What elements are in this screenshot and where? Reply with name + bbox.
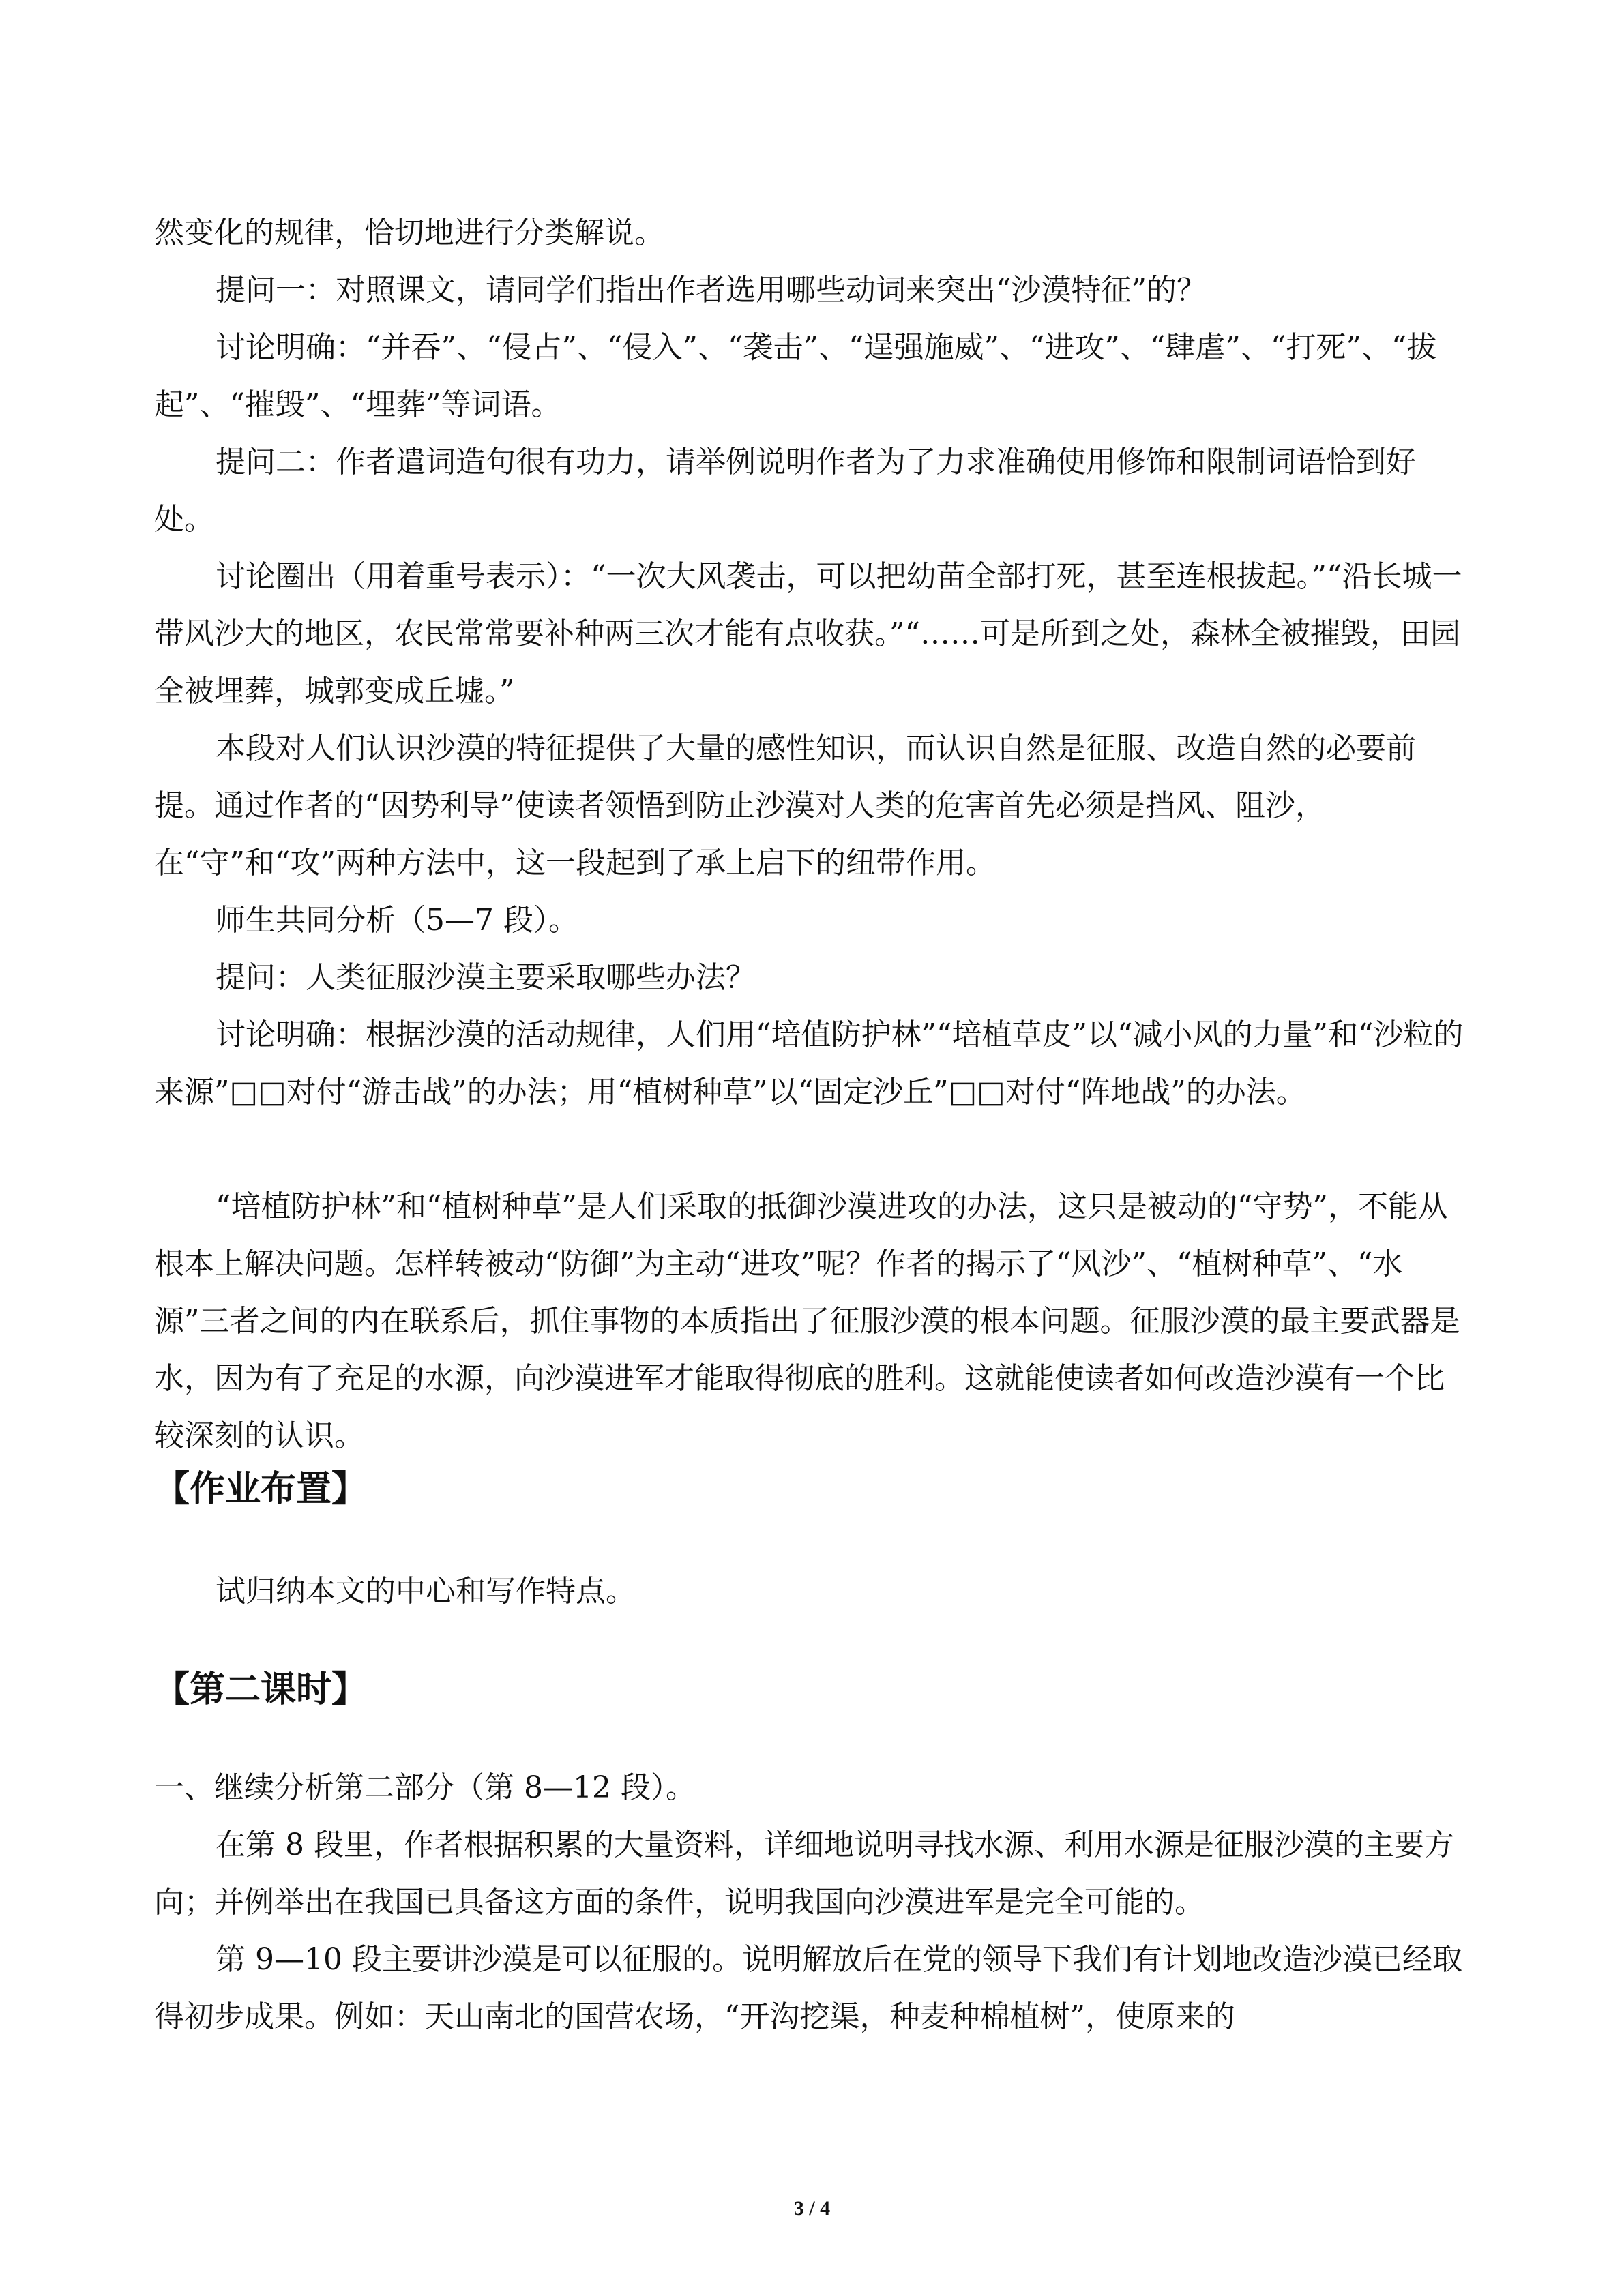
- heading-second-lesson: 【第二课时】: [154, 1669, 368, 1710]
- paragraph-analysis-water: “培植防护林”和“植树种草”是人们采取的抵御沙漠进攻的办法，这只是被动的“守势”，不能从根本上解决问题。怎样转被动“防御”为主动“进攻”呢？作者的揭示了“风沙”、“植树种草”、“水源”三者之间的内在联系后，抓住事物的本质指出了征服沙漠的根本问题。征服沙漠的最主要武器是水，因为有了充足的水源，向沙漠进军才能取得彻底的胜利。这就能使读者如何改造沙漠有一个比较深刻的认识。: [154, 1189, 1460, 1453]
- paragraph-discussion-methods: 讨论明确：根据沙漠的活动规律，人们用“培值防护林”“培植草皮”以“减小风的力量”和“沙粒的来源”□□对付“游击战”的办法；用“植树种草”以“固定沙丘”□□对付“阵地战”的办法。: [154, 1017, 1464, 1109]
- paragraph-discussion-verbs: 讨论明确：“并吞”、“侵占”、“侵入”、“袭击”、“逞强施威”、“进攻”、“肆虐”、“打死”、“拔起”、“摧毁”、“埋葬”等词语。: [154, 330, 1437, 422]
- heading-homework: 【作业布置】: [154, 1469, 368, 1510]
- paragraph-question-methods: 提问：人类征服沙漠主要采取哪些办法？: [216, 960, 756, 995]
- paragraph-discussion-circled: 讨论圈出（用着重号表示）：“一次大风袭击，可以把幼苗全部打死，甚至连根拔起。”“沿长城一带风沙大的地区，农民常常要补种两三次才能有点收获。”“……可是所到之处，森林全被摧毁，田园全被埋葬，城郭变成丘墟。”: [154, 559, 1462, 709]
- paragraph-section-8: 在第 8 段里，作者根据积累的大量资料，详细地说明寻找水源、利用水源是征服沙漠的主要方向；并例举出在我国已具备这方面的条件，说明我国向沙漠进军是完全可能的。: [154, 1828, 1454, 1920]
- paragraph-question-one: 提问一：对照课文，请同学们指出作者选用哪些动词来突出“沙漠特征”的？: [216, 273, 1207, 308]
- paragraph-question-two: 提问二：作者遣词造句很有功力，请举例说明作者为了力求准确使用修饰和限制词语恰到好处。: [154, 445, 1416, 537]
- paragraph-joint-analysis: 师生共同分析（5—7 段）。: [216, 903, 578, 938]
- paragraph-section-9-10: 第 9—10 段主要讲沙漠是可以征服的。说明解放后在党的领导下我们有计划地改造沙漠已经取得初步成果。例如：天山南北的国营农场，“开沟挖渠，种麦种棉植树”，使原来的: [154, 1942, 1462, 2034]
- page-number: 3 / 4: [793, 2197, 831, 2220]
- paragraph-summary: 本段对人们认识沙漠的特征提供了大量的感性知识，而认识自然是征服、改造自然的必要前提。通过作者的“因势利导”使读者领悟到防止沙漠对人类的危害首先必须是挡风、阻沙，在“守”和“攻”两种方法中，这一段起到了承上启下的纽带作用。: [154, 731, 1416, 880]
- section-one-title: 一、继续分析第二部分（第 8—12 段）。: [154, 1770, 696, 1805]
- homework-text: 试归纳本文的中心和写作特点。: [216, 1574, 636, 1609]
- paragraph-continuation: 然变化的规律，恰切地进行分类解说。: [154, 215, 664, 250]
